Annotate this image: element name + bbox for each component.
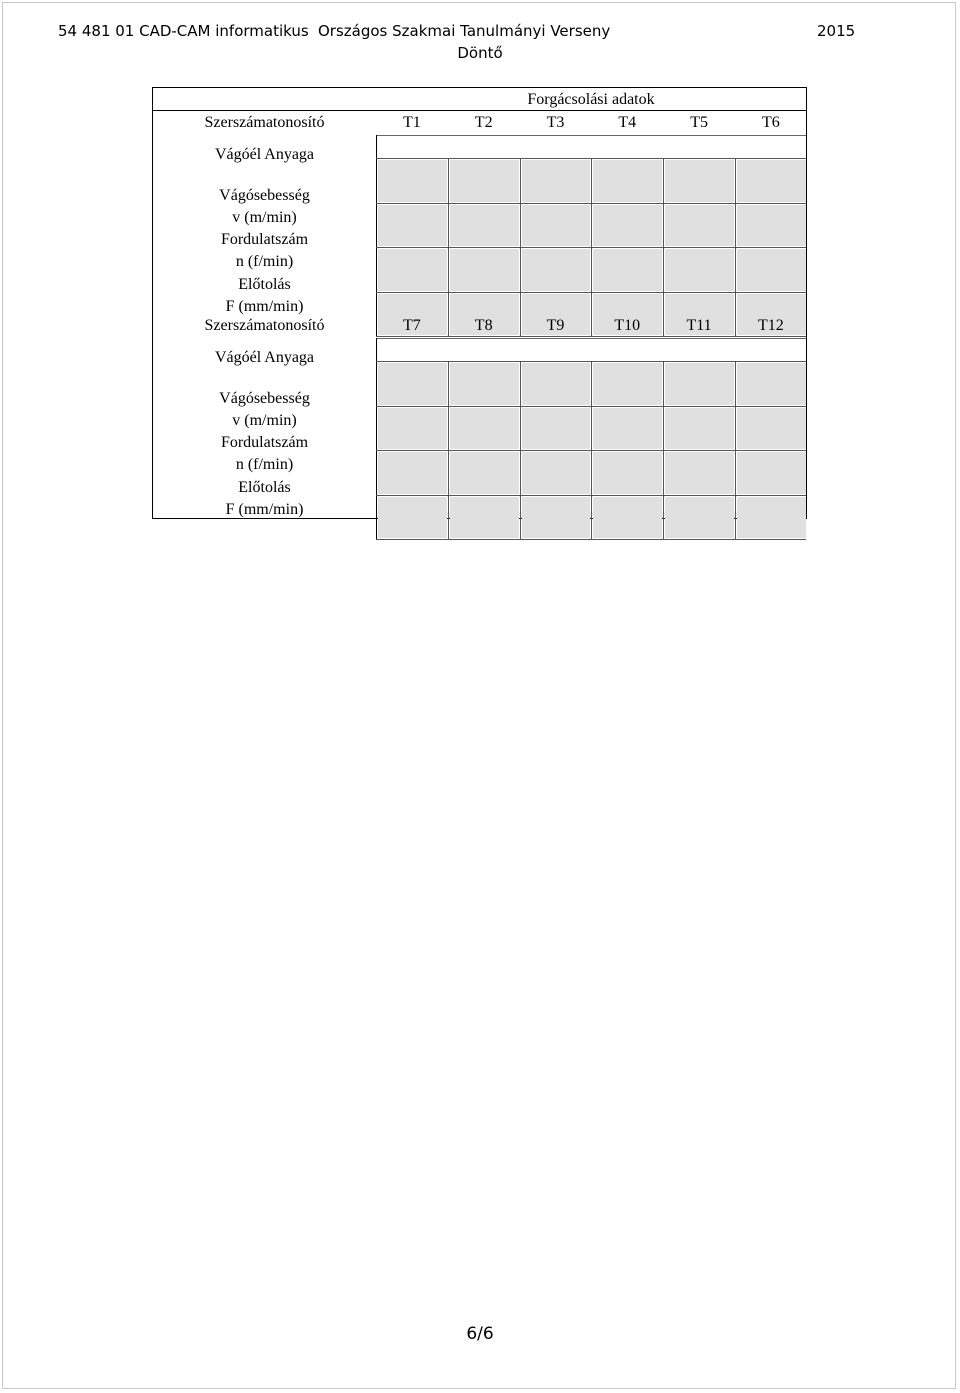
- input-cell[interactable]: [665, 205, 734, 247]
- input-cell[interactable]: [378, 363, 447, 405]
- tool-header-t6: T6: [762, 114, 780, 131]
- cutting-data-table: [152, 87, 807, 519]
- input-cell[interactable]: [378, 160, 447, 202]
- row-label: Fordulatszám: [220, 231, 309, 248]
- input-cell[interactable]: [450, 205, 519, 247]
- input-cell[interactable]: [665, 497, 734, 539]
- row-label: Vágósebesség: [219, 186, 310, 204]
- tool-header-t12: T12: [758, 317, 784, 334]
- input-cell[interactable]: [593, 497, 662, 539]
- input-cell[interactable]: [450, 408, 519, 450]
- row-label: Vágóél Anyaga: [214, 146, 315, 163]
- tool-header-t11: T11: [686, 317, 712, 334]
- row-unit: F (mm/min): [225, 500, 304, 518]
- tool-header-t10: T10: [614, 317, 641, 334]
- input-cell[interactable]: [522, 497, 591, 539]
- input-cell[interactable]: [593, 363, 662, 405]
- input-cell[interactable]: [450, 452, 519, 494]
- input-cell[interactable]: [378, 452, 447, 494]
- input-cell[interactable]: [665, 452, 734, 494]
- input-cell[interactable]: [450, 497, 519, 539]
- tool-header-t1: T1: [403, 114, 421, 131]
- input-cell[interactable]: [522, 363, 591, 405]
- input-cell[interactable]: [378, 249, 447, 291]
- input-cell[interactable]: [378, 205, 447, 247]
- row-unit: n (f/min): [235, 253, 294, 270]
- tool-header-t9: T9: [546, 317, 565, 334]
- row-unit: F (mm/min): [225, 297, 304, 315]
- tool-header-t4: T4: [618, 114, 637, 131]
- row-unit: n (f/min): [235, 456, 294, 473]
- row-label: Előtolás: [238, 478, 291, 496]
- input-cell[interactable]: [522, 205, 591, 247]
- table-title: Forgácsolási adatok: [527, 91, 655, 108]
- input-cell[interactable]: [593, 452, 662, 494]
- input-cell[interactable]: [593, 249, 662, 291]
- input-cell[interactable]: [737, 205, 806, 247]
- header-course-title: 54 481 01 CAD-CAM informatikus: [58, 22, 309, 40]
- row-label: Fordulatszám: [220, 434, 309, 451]
- input-cell[interactable]: [737, 160, 806, 202]
- input-cell[interactable]: [593, 408, 662, 450]
- header-year: 2015: [817, 22, 856, 40]
- row-label: Vágósebesség: [219, 389, 310, 407]
- page-number: 6/6: [466, 1324, 494, 1344]
- input-cell[interactable]: [450, 249, 519, 291]
- input-cell[interactable]: [737, 452, 806, 494]
- page-header: [0, 22, 960, 72]
- tool-id-label: Szerszámatonosító: [204, 114, 325, 131]
- header-stage: Döntő: [457, 44, 503, 62]
- input-cell[interactable]: [737, 497, 806, 539]
- input-cell[interactable]: [593, 160, 662, 202]
- input-cell[interactable]: [522, 249, 591, 291]
- input-cell[interactable]: [522, 160, 591, 202]
- row-label: Vágóél Anyaga: [214, 349, 315, 366]
- input-cell[interactable]: [378, 408, 447, 450]
- tool-header-t7: T7: [403, 317, 421, 334]
- input-cell[interactable]: [450, 160, 519, 202]
- input-cell[interactable]: [737, 249, 806, 291]
- input-cell[interactable]: [522, 452, 591, 494]
- input-cell[interactable]: [665, 249, 734, 291]
- input-cell[interactable]: [665, 160, 734, 202]
- tool-id-label: Szerszámatonosító: [204, 317, 325, 334]
- row-unit: v (m/min): [232, 208, 297, 226]
- row-label: Előtolás: [238, 275, 291, 293]
- input-cell[interactable]: [522, 408, 591, 450]
- tool-header-t3: T3: [546, 114, 565, 131]
- input-cell[interactable]: [665, 363, 734, 405]
- header-competition: Országos Szakmai Tanulmányi Verseny: [318, 22, 611, 40]
- input-cell[interactable]: [737, 408, 806, 450]
- input-cell[interactable]: [737, 363, 806, 405]
- input-cell[interactable]: [450, 363, 519, 405]
- tool-header-t2: T2: [474, 114, 493, 131]
- input-cell[interactable]: [665, 408, 734, 450]
- row-unit: v (m/min): [232, 411, 297, 429]
- tool-header-t8: T8: [474, 317, 493, 334]
- input-cell[interactable]: [378, 497, 447, 539]
- tool-header-t5: T5: [690, 114, 708, 131]
- input-cell[interactable]: [593, 205, 662, 247]
